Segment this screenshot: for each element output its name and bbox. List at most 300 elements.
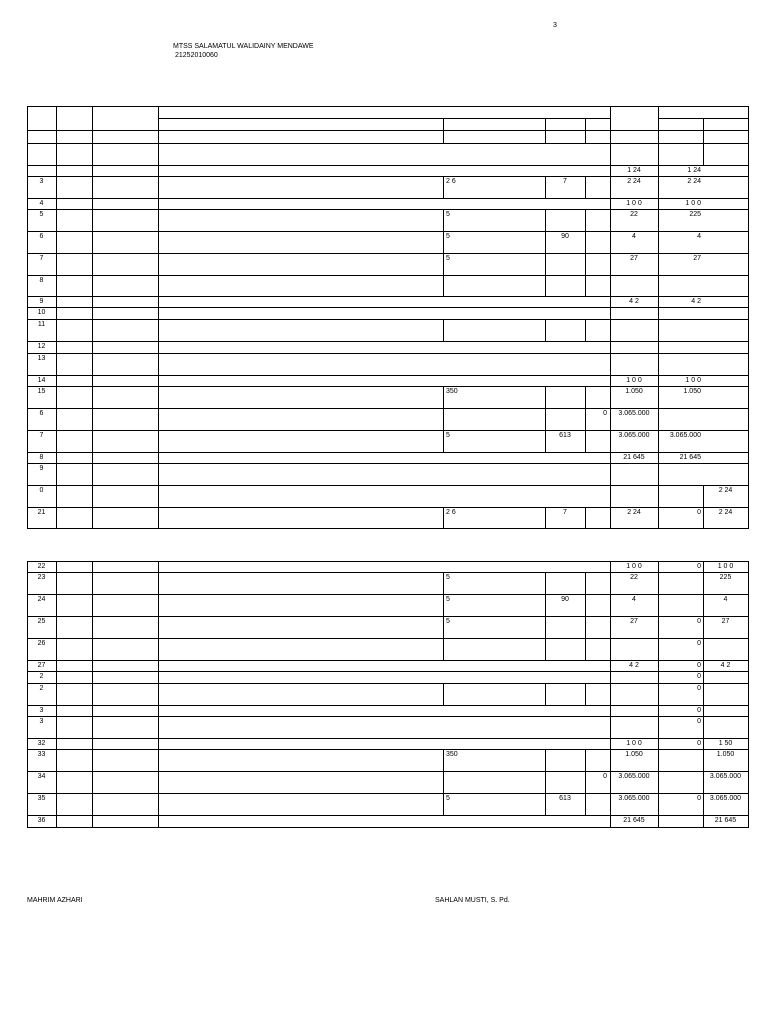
table-rule (158, 638, 159, 661)
table-rule (27, 106, 28, 144)
cell-realized: 0 (697, 707, 701, 714)
table-rule (585, 209, 586, 232)
table-rule (27, 528, 749, 529)
table-rule (27, 561, 749, 562)
cell-amount: 1.050 (625, 751, 643, 758)
table-rule (92, 815, 93, 828)
cell-balance: 3.065.000 (709, 773, 742, 780)
row-number: 7 (39, 255, 44, 262)
table-rule (27, 275, 749, 276)
table-rule (158, 319, 159, 342)
table-rule (748, 106, 749, 144)
table-rule (56, 749, 57, 772)
table-rule (585, 749, 586, 772)
table-rule (92, 176, 93, 199)
table-rule (158, 275, 159, 297)
cell-amount: 21 645 (623, 454, 645, 461)
cell-quantity: 5 (446, 255, 450, 262)
table-rule (610, 319, 611, 342)
row-number: 2 (39, 685, 44, 692)
table-rule (27, 176, 749, 177)
cell-balance: 21 645 (714, 817, 737, 824)
row-number: 25 (37, 618, 46, 625)
table-rule (443, 408, 444, 431)
table-rule (92, 209, 93, 232)
table-rule (27, 683, 749, 684)
cell-realized: 3.065.000 (669, 432, 701, 439)
cell-flag: 0 (603, 773, 607, 780)
table-rule (443, 430, 444, 453)
table-rule (545, 616, 546, 639)
cell-amount: 1 0 0 (626, 377, 642, 384)
table-rule (56, 507, 57, 529)
table-rule (545, 572, 546, 595)
table-rule (443, 638, 444, 661)
table-rule (443, 209, 444, 232)
table-rule (158, 616, 159, 639)
cell-amount: 21 645 (623, 817, 645, 824)
table-rule (27, 749, 749, 750)
table-rule (27, 209, 749, 210)
table-rule (27, 452, 749, 453)
cell-realized: 1 0 0 (685, 377, 701, 384)
table-rule (610, 683, 611, 706)
signatory-left: MAHRIM AZHARI (27, 897, 83, 904)
table-rule (158, 749, 159, 772)
table-rule (27, 507, 749, 508)
table-rule (748, 507, 749, 529)
table-rule (545, 275, 546, 297)
table-rule (92, 485, 93, 508)
cell-volume: 90 (561, 596, 569, 603)
table-rule (610, 275, 611, 297)
table-rule (585, 638, 586, 661)
table-rule (748, 716, 749, 739)
table-rule (748, 815, 749, 828)
table-rule (56, 386, 57, 409)
cell-amount: 1.050 (625, 388, 643, 395)
table-rule (92, 408, 93, 431)
table-rule (27, 485, 749, 486)
cell-amount: 1 0 0 (626, 563, 642, 570)
table-rule (545, 638, 546, 661)
row-number: 10 (37, 309, 46, 316)
table-rule (27, 705, 749, 706)
row-number: 2 (39, 673, 44, 680)
cell-realized: 2 24 (687, 178, 701, 185)
table-rule (658, 771, 659, 794)
table-rule (56, 408, 57, 431)
table-rule (703, 118, 704, 144)
table-rule (27, 253, 749, 254)
table-rule (56, 594, 57, 617)
table-rule (56, 353, 57, 376)
table-rule (27, 353, 749, 354)
row-number: 4 (39, 200, 44, 207)
table-rule (748, 319, 749, 342)
table-rule (92, 793, 93, 816)
table-rule (56, 176, 57, 199)
cell-amount: 1 0 0 (626, 200, 642, 207)
signatory-right: SAHLAN MUSTI, S. Pd. (435, 897, 510, 904)
cell-volume: 7 (563, 509, 567, 516)
cell-balance: 2 24 (718, 487, 733, 494)
table-rule (658, 749, 659, 772)
cell-volume: 613 (559, 432, 571, 439)
cell-amount: 27 (630, 618, 638, 625)
table-rule (585, 319, 586, 342)
table-rule (158, 106, 159, 144)
table-rule (27, 143, 28, 166)
table-rule (27, 198, 749, 199)
table-rule (27, 594, 749, 595)
table-rule (92, 231, 93, 254)
table-rule (158, 771, 159, 794)
table-rule (443, 275, 444, 297)
table-rule (748, 572, 749, 595)
table-rule (748, 143, 749, 166)
table-rule (27, 296, 749, 297)
cell-amount: 2 24 (627, 509, 641, 516)
table-rule (443, 319, 444, 342)
table-rule (27, 793, 749, 794)
cell-realized: 0 (697, 685, 701, 692)
table-rule (610, 638, 611, 661)
cell-quantity: 350 (446, 751, 458, 758)
table-rule (158, 815, 159, 828)
table-rule (545, 253, 546, 276)
table-rule (545, 749, 546, 772)
cell-quantity: 5 (446, 574, 450, 581)
row-number: 32 (37, 740, 46, 747)
table-rule (158, 430, 159, 453)
table-rule (443, 176, 444, 199)
cell-amount: 3.065.000 (618, 432, 650, 439)
cell-amount: 3.065.000 (618, 795, 650, 802)
cell-amount: 2 24 (627, 178, 641, 185)
table-rule (56, 683, 57, 706)
table-rule (27, 143, 749, 144)
cell-realized: 4 (697, 233, 701, 240)
table-rule (92, 507, 93, 529)
table-rule (658, 815, 659, 828)
table-rule (27, 815, 749, 816)
table-rule (158, 793, 159, 816)
row-number: 3 (39, 178, 44, 185)
table-rule (27, 716, 749, 717)
cell-realized: 27 (693, 255, 701, 262)
table-rule (27, 738, 749, 739)
row-number: 6 (39, 233, 44, 240)
table-rule (158, 683, 159, 706)
table-rule (158, 386, 159, 409)
table-rule (56, 275, 57, 297)
cell-balance: 4 2 (720, 662, 731, 669)
table-rule (27, 572, 749, 573)
table-rule (748, 386, 749, 409)
cell-amount: 3.065.000 (618, 773, 650, 780)
cell-quantity: 2 6 (446, 509, 456, 516)
table-rule (748, 683, 749, 706)
table-rule (158, 118, 611, 119)
cell-amount: 4 (632, 596, 636, 603)
table-rule (748, 275, 749, 297)
table-rule (658, 319, 659, 342)
table-rule (748, 793, 749, 816)
row-number: 9 (39, 465, 44, 472)
page-number: 3 (553, 22, 557, 29)
table-rule (158, 594, 159, 617)
table-rule (158, 143, 159, 166)
cell-amount: 4 2 (629, 662, 639, 669)
table-rule (610, 353, 611, 376)
cell-volume: 7 (563, 178, 567, 185)
table-rule (658, 106, 659, 144)
table-rule (748, 485, 749, 508)
table-rule (158, 353, 159, 376)
table-rule (585, 386, 586, 409)
table-rule (56, 616, 57, 639)
table-rule (748, 209, 749, 232)
table-rule (545, 118, 546, 144)
cell-balance: 3.065.000 (709, 795, 742, 802)
table-rule (158, 176, 159, 199)
table-rule (27, 638, 749, 639)
table-rule (585, 683, 586, 706)
table-rule (443, 749, 444, 772)
table-rule (545, 771, 546, 794)
cell-realized: 0 (697, 618, 701, 625)
school-code: 21252010060 (175, 52, 218, 59)
cell-realized: 1 0 0 (685, 200, 701, 207)
table-rule (27, 106, 749, 107)
row-number: 8 (39, 454, 44, 461)
table-rule (610, 143, 611, 166)
cell-realized: 0 (697, 563, 701, 570)
table-rule (92, 253, 93, 276)
table-rule (92, 275, 93, 297)
table-rule (56, 209, 57, 232)
table-rule (748, 430, 749, 453)
school-name: MTSS SALAMATUL WALIDAINY MENDAWE (173, 43, 314, 50)
row-number: 21 (37, 509, 46, 516)
row-number: 3 (39, 718, 44, 725)
table-rule (585, 594, 586, 617)
cell-amount: 22 (630, 574, 638, 581)
cell-amount: 4 (632, 233, 636, 240)
row-number: 35 (37, 795, 46, 802)
table-rule (92, 616, 93, 639)
table-rule (443, 793, 444, 816)
row-number: 11 (37, 321, 46, 328)
table-rule (585, 430, 586, 453)
table-rule (658, 485, 659, 508)
row-number: 6 (39, 410, 44, 417)
table-rule (27, 341, 749, 342)
table-rule (27, 616, 749, 617)
table-rule (92, 683, 93, 706)
row-number: 7 (39, 432, 44, 439)
table-rule (92, 638, 93, 661)
table-rule (92, 319, 93, 342)
table-rule (748, 771, 749, 794)
cell-realized: 1.050 (683, 388, 701, 395)
table-rule (158, 485, 159, 508)
table-rule (443, 594, 444, 617)
table-rule (748, 463, 749, 486)
cell-realized: 0 (697, 673, 701, 680)
table-rule (56, 430, 57, 453)
cell-realized: 225 (689, 211, 701, 218)
table-rule (56, 463, 57, 486)
table-rule (748, 594, 749, 617)
table-rule (585, 507, 586, 529)
row-number: 26 (37, 640, 46, 647)
cell-balance: 1 0 0 (717, 563, 734, 570)
cell-realized: 0 (697, 509, 701, 516)
table-rule (56, 716, 57, 739)
table-rule (658, 463, 659, 486)
table-rule (92, 430, 93, 453)
table-rule (658, 275, 659, 297)
table-rule (545, 683, 546, 706)
row-number: 9 (39, 298, 44, 305)
table-rule (585, 793, 586, 816)
cell-amount: 27 (630, 255, 638, 262)
cell-amount: 3.065.000 (618, 410, 650, 417)
cell-amount: 1 0 0 (626, 740, 642, 747)
table-rule (545, 386, 546, 409)
table-rule (748, 749, 749, 772)
table-rule (443, 616, 444, 639)
table-rule (56, 106, 57, 144)
cell-quantity: 5 (446, 618, 450, 625)
cell-realized: 0 (697, 718, 701, 725)
cell-balance: 1.050 (716, 751, 735, 758)
table-rule (658, 594, 659, 617)
table-rule (443, 386, 444, 409)
table-rule (748, 176, 749, 199)
table-rule (748, 616, 749, 639)
cell-realized: 1 24 (687, 167, 701, 174)
table-rule (56, 793, 57, 816)
table-rule (748, 353, 749, 376)
cell-balance: 4 (723, 596, 728, 603)
table-rule (158, 572, 159, 595)
table-rule (443, 683, 444, 706)
table-rule (56, 572, 57, 595)
cell-amount: 22 (630, 211, 638, 218)
table-rule (443, 507, 444, 529)
table-rule (92, 463, 93, 486)
table-rule (748, 638, 749, 661)
table-rule (92, 749, 93, 772)
table-rule (27, 771, 749, 772)
cell-flag: 0 (603, 410, 607, 417)
table-rule (158, 253, 159, 276)
cell-quantity: 5 (446, 795, 450, 802)
table-rule (158, 231, 159, 254)
row-number: 15 (37, 388, 46, 395)
table-rule (585, 231, 586, 254)
table-rule (610, 716, 611, 739)
table-rule (56, 253, 57, 276)
table-rule (27, 130, 749, 131)
table-rule (92, 106, 93, 144)
table-rule (92, 143, 93, 166)
table-rule (27, 408, 749, 409)
table-rule (92, 716, 93, 739)
cell-realized: 0 (697, 740, 701, 747)
table-rule (27, 660, 749, 661)
cell-quantity: 5 (446, 233, 450, 240)
table-rule (703, 143, 704, 166)
table-rule (92, 353, 93, 376)
cell-balance: 2 24 (718, 509, 733, 516)
table-rule (443, 231, 444, 254)
row-number: 0 (39, 487, 44, 494)
table-rule (545, 209, 546, 232)
cell-balance: 1 50 (718, 740, 733, 747)
cell-quantity: 5 (446, 211, 450, 218)
table-rule (92, 572, 93, 595)
row-number: 12 (37, 343, 46, 350)
table-rule (27, 307, 749, 308)
table-rule (158, 716, 159, 739)
cell-realized: 0 (697, 662, 701, 669)
table-rule (443, 118, 444, 144)
table-rule (610, 485, 611, 508)
row-number: 23 (37, 574, 46, 581)
table-rule (585, 176, 586, 199)
cell-balance: 225 (719, 574, 732, 581)
row-number: 14 (37, 377, 46, 384)
table-rule (27, 463, 749, 464)
table-rule (56, 485, 57, 508)
row-number: 5 (39, 211, 44, 218)
row-number: 34 (37, 773, 46, 780)
table-rule (158, 408, 159, 431)
table-rule (56, 319, 57, 342)
table-rule (658, 353, 659, 376)
table-rule (56, 771, 57, 794)
table-rule (158, 209, 159, 232)
table-rule (610, 106, 611, 144)
table-rule (27, 165, 749, 166)
row-number: 36 (37, 817, 46, 824)
table-rule (658, 572, 659, 595)
cell-realized: 21 645 (679, 454, 701, 461)
table-rule (92, 594, 93, 617)
table-rule (27, 375, 749, 376)
table-rule (92, 771, 93, 794)
table-rule (443, 253, 444, 276)
row-number: 22 (37, 563, 46, 570)
cell-quantity: 5 (446, 432, 450, 439)
cell-realized: 0 (697, 640, 701, 647)
table-rule (56, 815, 57, 828)
table-rule (703, 683, 704, 706)
table-rule (585, 616, 586, 639)
table-rule (27, 671, 749, 672)
table-rule (27, 231, 749, 232)
table-rule (545, 408, 546, 431)
table-rule (56, 143, 57, 166)
table-rule (443, 572, 444, 595)
table-rule (443, 771, 444, 794)
table-rule (585, 253, 586, 276)
cell-realized: 4 2 (691, 298, 701, 305)
